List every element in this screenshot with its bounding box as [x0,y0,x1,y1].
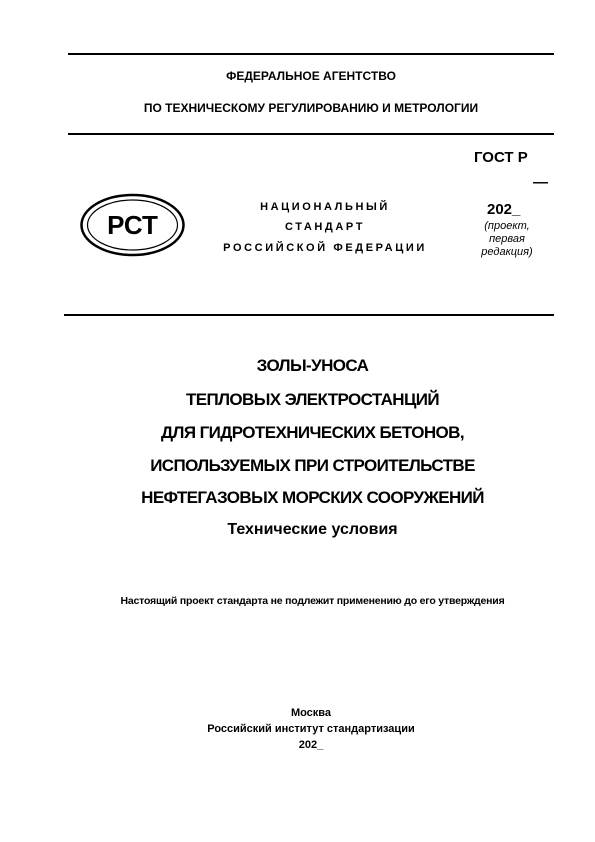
standard-line-1: НАЦИОНАЛЬНЫЙ [260,201,390,213]
draft-note-line-2: первая [489,233,525,245]
draft-note-line-1: (проект, [484,220,530,232]
footer-publisher: Российский институт стандартизации [207,723,415,735]
gost-r-logo-icon [79,193,186,257]
draft-notice: Настоящий проект стандарта не подлежит применению до его утверждения [120,595,505,607]
standard-code: ГОСТ Р [474,149,528,166]
title-line-2: ТЕПЛОВЫХ ЭЛЕКТРОСТАНЦИЙ [185,390,440,409]
footer-year: 202_ [298,739,324,751]
bottom-rule [64,314,554,316]
standard-year: 202_ [487,201,521,218]
title-line-5: НЕФТЕГАЗОВЫХ МОРСКИХ СООРУЖЕНИЙ [141,488,484,507]
agency-line-1: ФЕДЕРАЛЬНОЕ АГЕНТСТВО [226,69,396,83]
logo-text: РСТ [107,210,158,240]
title-line-3: ДЛЯ ГИДРОТЕХНИЧЕСКИХ БЕТОНОВ, [161,423,464,442]
draft-note [468,220,546,259]
top-rule [68,53,554,55]
standard-line-3: РОССИЙСКОЙ ФЕДЕРАЦИИ [223,242,427,254]
standard-dash: — [533,174,548,191]
draft-note-line-3: редакция) [481,246,533,258]
middle-rule [68,133,554,135]
standard-line-2: СТАНДАРТ [284,221,366,233]
footer-city: Москва [290,707,332,719]
subtitle: Технические условия [227,521,398,538]
title-line-1: ЗОЛЫ-УНОСА [256,356,369,375]
title-line-4: ИСПОЛЬЗУЕМЫХ ПРИ СТРОИТЕЛЬСТВЕ [150,456,475,475]
agency-line-2: ПО ТЕХНИЧЕСКОМУ РЕГУЛИРОВАНИЮ И МЕТРОЛОГИИ [143,101,479,115]
